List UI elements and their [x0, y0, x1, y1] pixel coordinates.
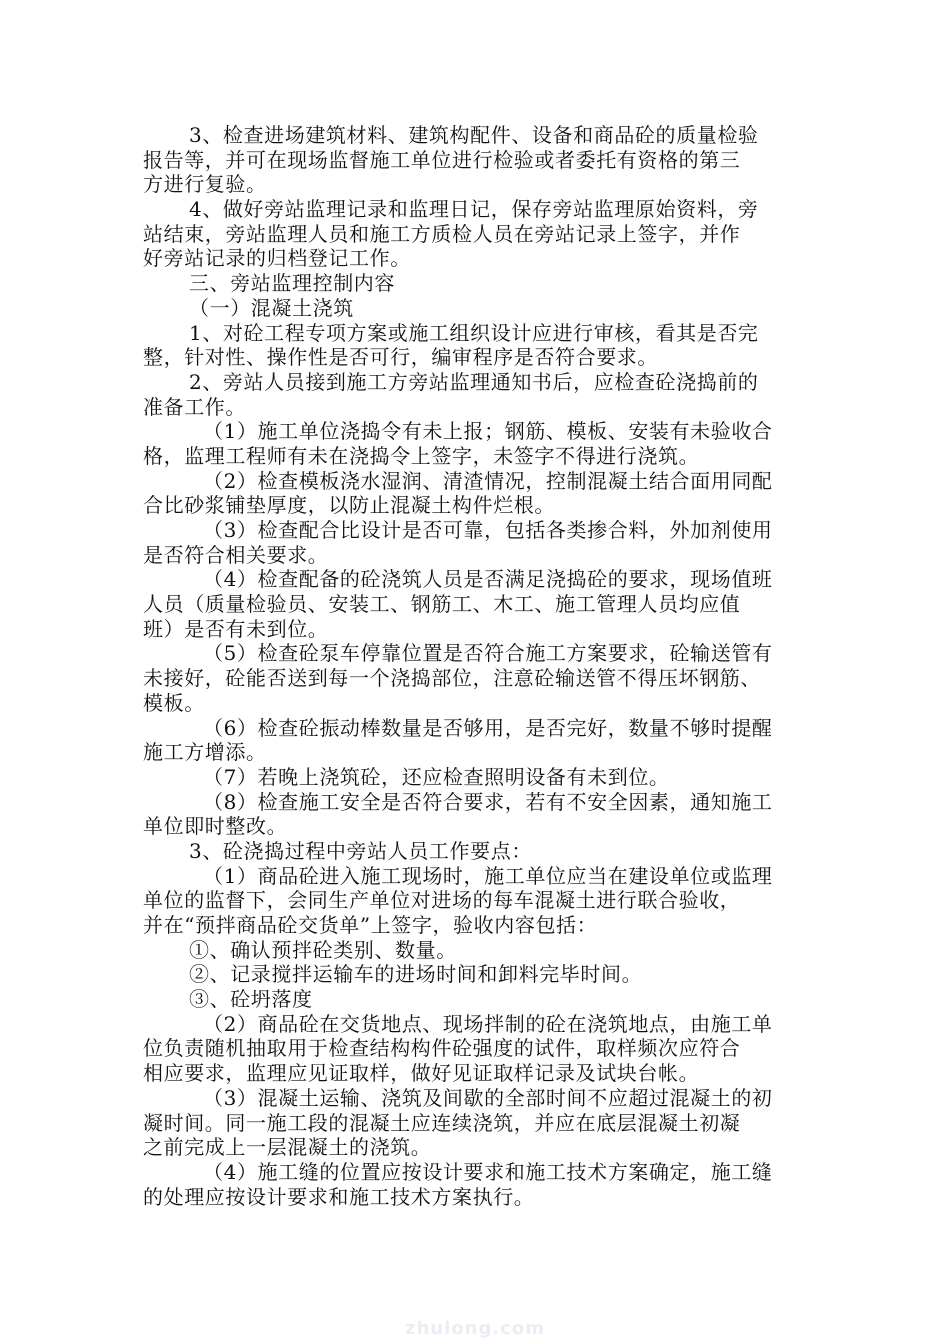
text-line: 合比砂浆铺垫厚度，以防止混凝土构件烂根。	[143, 493, 555, 518]
text-line: （4）检查配备的砼浇筑人员是否满足浇捣砼的要求，现场值班	[203, 567, 773, 592]
text-line: 4、做好旁站监理记录和监理日记，保存旁站监理原始资料，旁	[189, 197, 759, 222]
text-line: 准备工作。	[143, 394, 246, 419]
text-line: 的处理应按设计要求和施工技术方案执行。	[143, 1184, 535, 1209]
text-line: （8）检查施工安全是否符合要求，若有不安全因素，通知施工	[203, 789, 773, 814]
text-line: 整，针对性、操作性是否可行，编审程序是否符合要求。	[143, 345, 658, 370]
text-line: 3、砼浇捣过程中旁站人员工作要点：	[189, 838, 532, 863]
text-line: （7）若晚上浇筑砼，还应检查照明设备有未到位。	[203, 764, 670, 789]
text-line: （1）施工单位浇捣令有未上报；钢筋、模板、安装有未验收合	[203, 419, 773, 444]
text-line: （3）混凝土运输、浇筑及间歇的全部时间不应超过混凝土的初	[203, 1085, 773, 1110]
text-line: 方进行复验。	[143, 172, 267, 197]
watermark: zhulong.com	[405, 1318, 545, 1339]
text-line: 人员（质量检验员、安装工、钢筋工、木工、施工管理人员均应值	[143, 592, 741, 617]
text-line: （2）商品砼在交货地点、现场拌制的砼在浇筑地点，由施工单	[203, 1011, 773, 1036]
text-line: 相应要求，监理应见证取样，做好见证取样记录及试块台帐。	[143, 1061, 700, 1086]
text-line: 三、旁站监理控制内容	[189, 271, 395, 296]
document-body	[143, 123, 815, 1209]
text-line: （1）商品砼进入施工现场时，施工单位应当在建设单位或监理	[203, 863, 773, 888]
text-line: 模板。	[143, 690, 205, 715]
text-line: 未接好，砼能否送到每一个浇捣部位，注意砼输送管不得压坏钢筋、	[143, 666, 761, 691]
text-line: 凝时间。同一施工段的混凝土应连续浇筑，并应在底层混凝土初凝	[143, 1110, 741, 1135]
text-line: （5）检查砼泵车停靠位置是否符合施工方案要求，砼输送管有	[203, 641, 773, 666]
text-line: 好旁站记录的归档登记工作。	[143, 246, 411, 271]
text-line: （3）检查配合比设计是否可靠，包括各类掺合料，外加剂使用	[203, 518, 773, 542]
text-line: 2、旁站人员接到施工方旁站监理通知书后，应检查砼浇捣前的	[189, 369, 759, 394]
text-line: 施工方增添。	[143, 740, 267, 765]
text-line: 单位的监督下，会同生产单位对进场的每车混凝土进行联合验收，	[143, 888, 741, 913]
text-line: 单位即时整改。	[143, 814, 288, 839]
text-line: （2）检查模板浇水湿润、清渣情况，控制混凝土结合面用同配	[203, 468, 773, 493]
text-line: 是否符合相关要求。	[143, 542, 329, 567]
text-line: 位负责随机抽取用于检查结构构件砼强度的试件，取样频次应符合	[143, 1036, 741, 1061]
text-line: 3、检查进场建筑材料、建筑构配件、设备和商品砼的质量检验	[189, 123, 759, 147]
text-line: ②、记录搅拌运输车的进场时间和卸料完毕时间。	[189, 962, 643, 987]
text-line: 格，监理工程师有未在浇捣令上签字，未签字不得进行浇筑。	[143, 443, 700, 468]
text-line: 站结束，旁站监理人员和施工方质检人员在旁站记录上签字，并作	[143, 221, 741, 246]
text-line: 1、对砼工程专项方案或施工组织设计应进行审核，看其是否完	[189, 320, 759, 345]
text-line: （一）混凝土浇筑	[189, 295, 354, 320]
text-line: （4）施工缝的位置应按设计要求和施工技术方案确定，施工缝	[203, 1159, 773, 1184]
text-line: ①、确认预拌砼类别、数量。	[189, 937, 457, 962]
text-line: 班）是否有未到位。	[143, 616, 329, 641]
text-line: （6）检查砼振动棒数量是否够用，是否完好，数量不够时提醒	[203, 715, 773, 740]
text-line: 之前完成上一层混凝土的浇筑。	[143, 1135, 432, 1160]
text-line: 报告等，并可在现场监督施工单位进行检验或者委托有资格的第三	[143, 147, 741, 172]
text-line: 并在“预拌商品砼交货单”上签字，验收内容包括：	[143, 913, 598, 937]
text-line: ③、砼坍落度	[189, 987, 313, 1012]
